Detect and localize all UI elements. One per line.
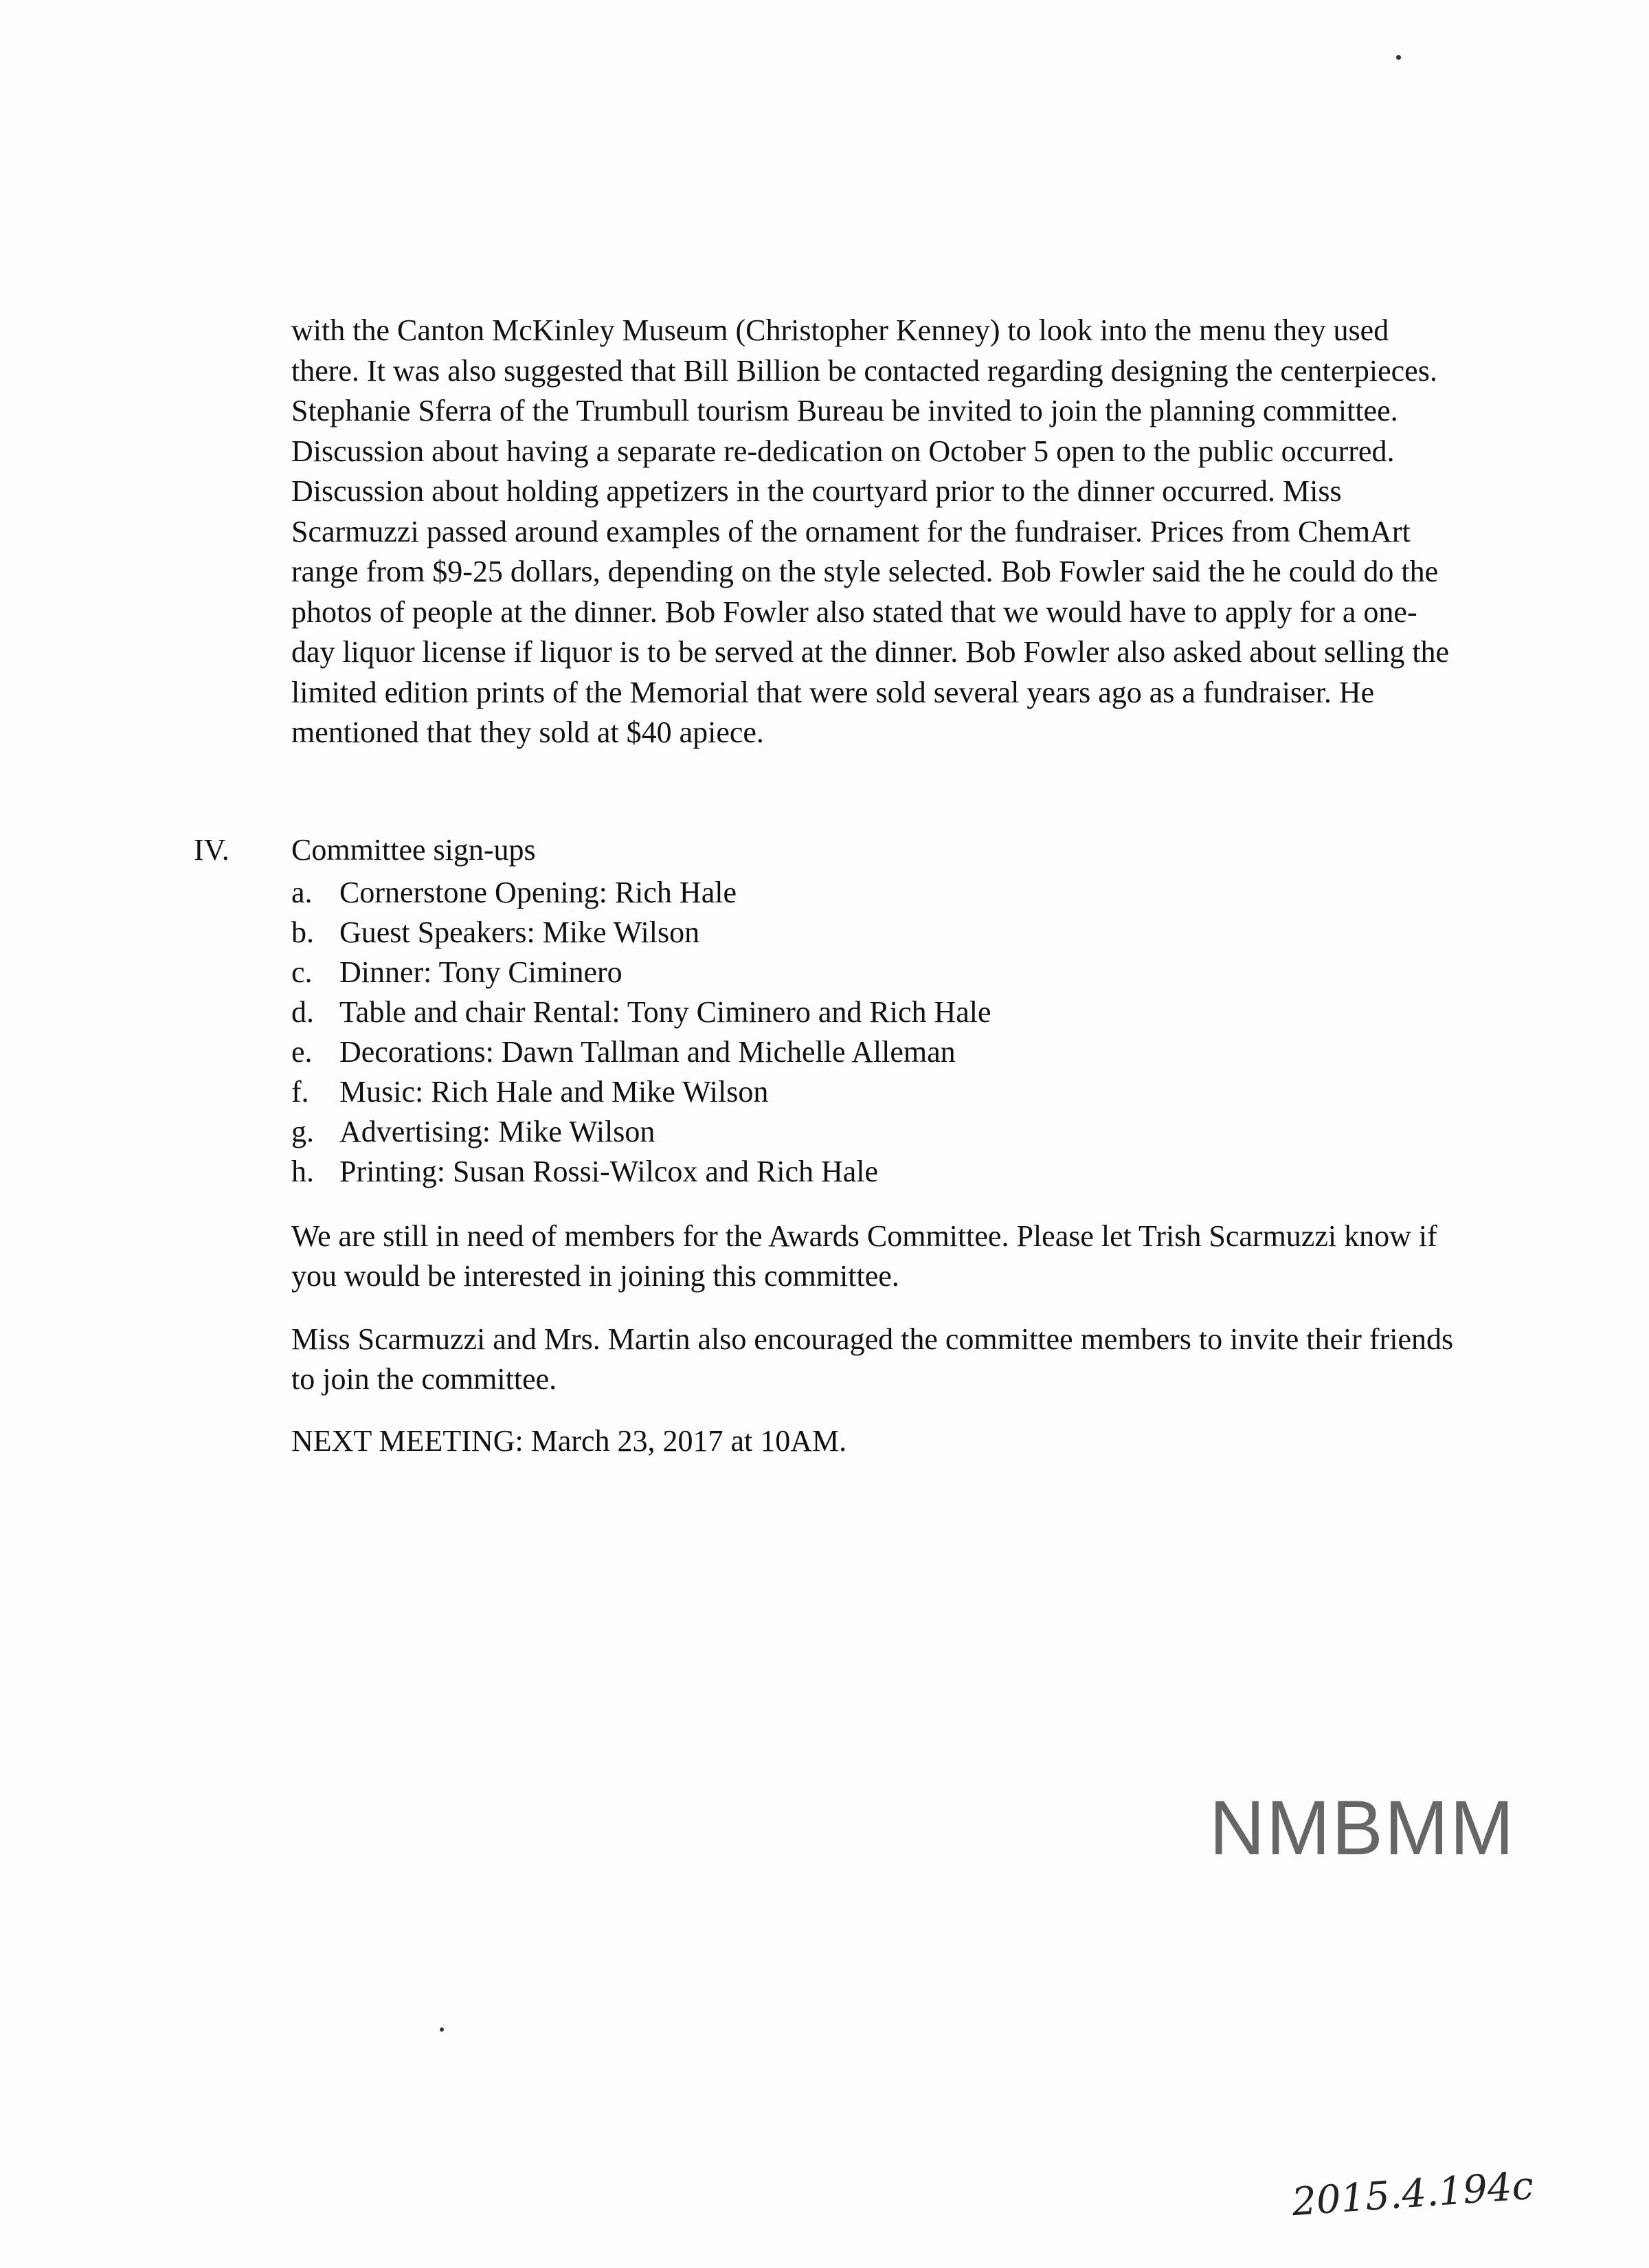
item-letter: c. <box>291 955 313 989</box>
signup-item <box>291 1112 991 1152</box>
signup-item <box>291 1032 991 1072</box>
signup-item <box>291 1152 991 1192</box>
item-text: Guest Speakers: Mike Wilson <box>339 915 700 949</box>
section-number: IV. <box>194 833 229 867</box>
section-title: Committee sign-ups <box>291 833 536 867</box>
item-text: Table and chair Rental: Tony Ciminero and Rich Hale <box>339 995 991 1029</box>
opening-paragraph: with the Canton McKinley Museum (Christopher Kenney) to look into the menu they used there. It was also suggested that Bill Billion be contacted regarding designing the centerpieces. Stephanie Sferra of the Trumbull tourism Bureau be invited to join the planning committee. Discussion about having a separate re-dedication on October 5 open to the public occurred. Discussion about holding appetizers in the courtyard prior to the dinner occurred. Miss Scarmuzzi passed around examples of the ornament for the fundraiser. Prices from ChemArt range from $9-25 dollars, depending on the style selected. Bob Fowler said the he could do the photos of people at the dinner. Bob Fowler also stated that we would have to apply for a one-day liquor license if liquor is to be served at the dinner. Bob Fowler also asked about selling the limited edition prints of the Memorial that were sold several years ago as a fundraiser. He mentioned that they sold at $40 apiece. <box>291 313 1450 749</box>
museum-stamp: NMBMM <box>1209 1785 1516 1871</box>
item-letter: e. <box>291 1035 313 1069</box>
item-letter: g. <box>291 1115 314 1148</box>
signup-list <box>291 873 991 1192</box>
signup-item <box>291 873 991 913</box>
item-text: Cornerstone Opening: Rich Hale <box>339 876 737 909</box>
item-text: Dinner: Tony Ciminero <box>339 955 622 989</box>
item-text: Printing: Susan Rossi-Wilcox and Rich Hale <box>339 1155 879 1188</box>
item-letter: f. <box>291 1075 309 1109</box>
item-text: Music: Rich Hale and Mike Wilson <box>339 1075 769 1109</box>
item-text: Decorations: Dawn Tallman and Michelle Alleman <box>339 1035 956 1069</box>
scan-speck <box>440 2027 444 2032</box>
next-meeting-line: NEXT MEETING: March 23, 2017 at 10AM. <box>291 1424 847 1458</box>
invite-friends-paragraph: Miss Scarmuzzi and Mrs. Martin also encouraged the committee members to invite their friends to join the committee. <box>291 1322 1454 1396</box>
item-letter: b. <box>291 915 314 949</box>
signup-item <box>291 913 991 953</box>
accession-number: 2015.4.194c <box>1290 2163 1535 2225</box>
signup-item <box>291 1072 991 1112</box>
signup-item <box>291 953 991 992</box>
item-letter: a. <box>291 876 313 909</box>
item-letter: h. <box>291 1155 314 1188</box>
item-letter: d. <box>291 995 314 1029</box>
signup-item <box>291 992 991 1032</box>
awards-committee-paragraph: We are still in need of members for the Awards Committee. Please let Trish Scarmuzzi know if you would be interested in joining this committee. <box>291 1219 1437 1293</box>
scan-speck <box>1396 55 1401 60</box>
item-text: Advertising: Mike Wilson <box>339 1115 655 1148</box>
